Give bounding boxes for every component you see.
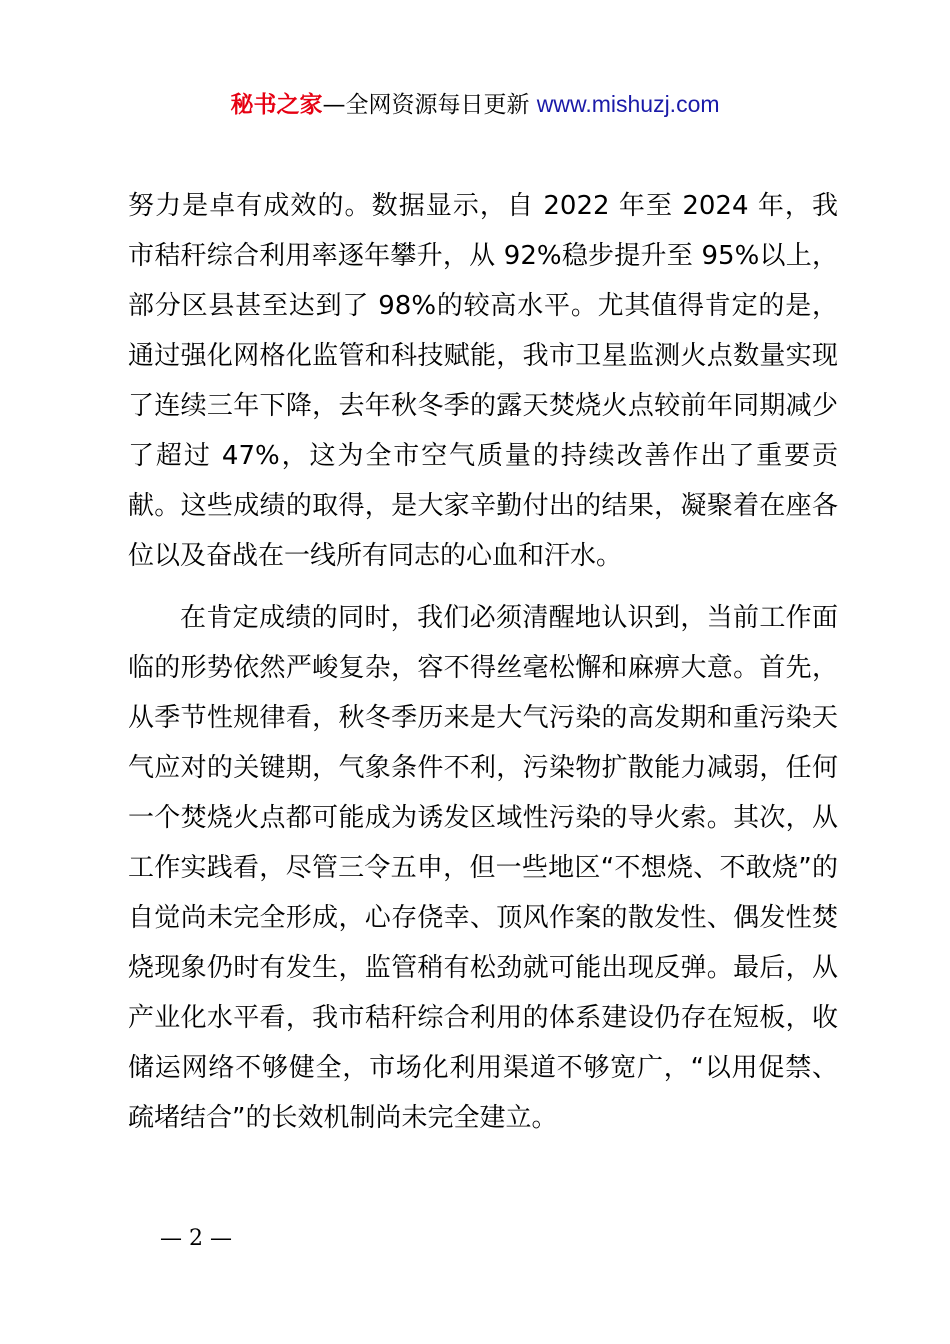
paragraph-1: 努力是卓有成效的。数据显示，自 2022 年至 2024 年，我市秸秆综合利用率逐年攀升，从 92%稳步提升至 95%以上，部分区县甚至达到了 98%的较高水平。尤其值得肯定的是，通过强化网格化监管和科技赋能，我市卫星监测火点数量实现了连续三年下降，去年秋冬季的露天焚烧火点较前年同期减少了超过 47%，这为全市空气质量的持续改善作出了重要贡献。这些成绩的取得，是大家辛勤付出的结果，凝聚着在座各位以及奋战在一线所有同志的心血和汗水。 bbox=[128, 191, 838, 571]
header-brand: 秘书之家 bbox=[230, 92, 323, 118]
document-body bbox=[128, 181, 838, 1143]
page-number: — 2 — bbox=[160, 1226, 232, 1251]
header-tagline: —全网资源每日更新 bbox=[322, 92, 530, 118]
header-url-link[interactable]: www.mishuzj.com bbox=[536, 91, 720, 117]
page-header bbox=[0, 86, 950, 123]
paragraph-2: 在肯定成绩的同时，我们必须清醒地认识到，当前工作面临的形势依然严峻复杂，容不得丝毫松懈和麻痹大意。首先，从季节性规律看，秋冬季历来是大气污染的高发期和重污染天气应对的关键期，气象条件不利，污染物扩散能力减弱，任何一个焚烧火点都可能成为诱发区域性污染的导火索。其次，从工作实践看，尽管三令五申，但一些地区“不想烧、不敢烧”的自觉尚未完全形成，心存侥幸、顶风作案的散发性、偶发性焚烧现象仍时有发生，监管稍有松劲就可能出现反弹。最后，从产业化水平看，我市秸秆综合利用的体系建设仍存在短板，收储运网络不够健全，市场化利用渠道不够宽广，“以用促禁、疏堵结合”的长效机制尚未完全建立。 bbox=[128, 603, 838, 1133]
